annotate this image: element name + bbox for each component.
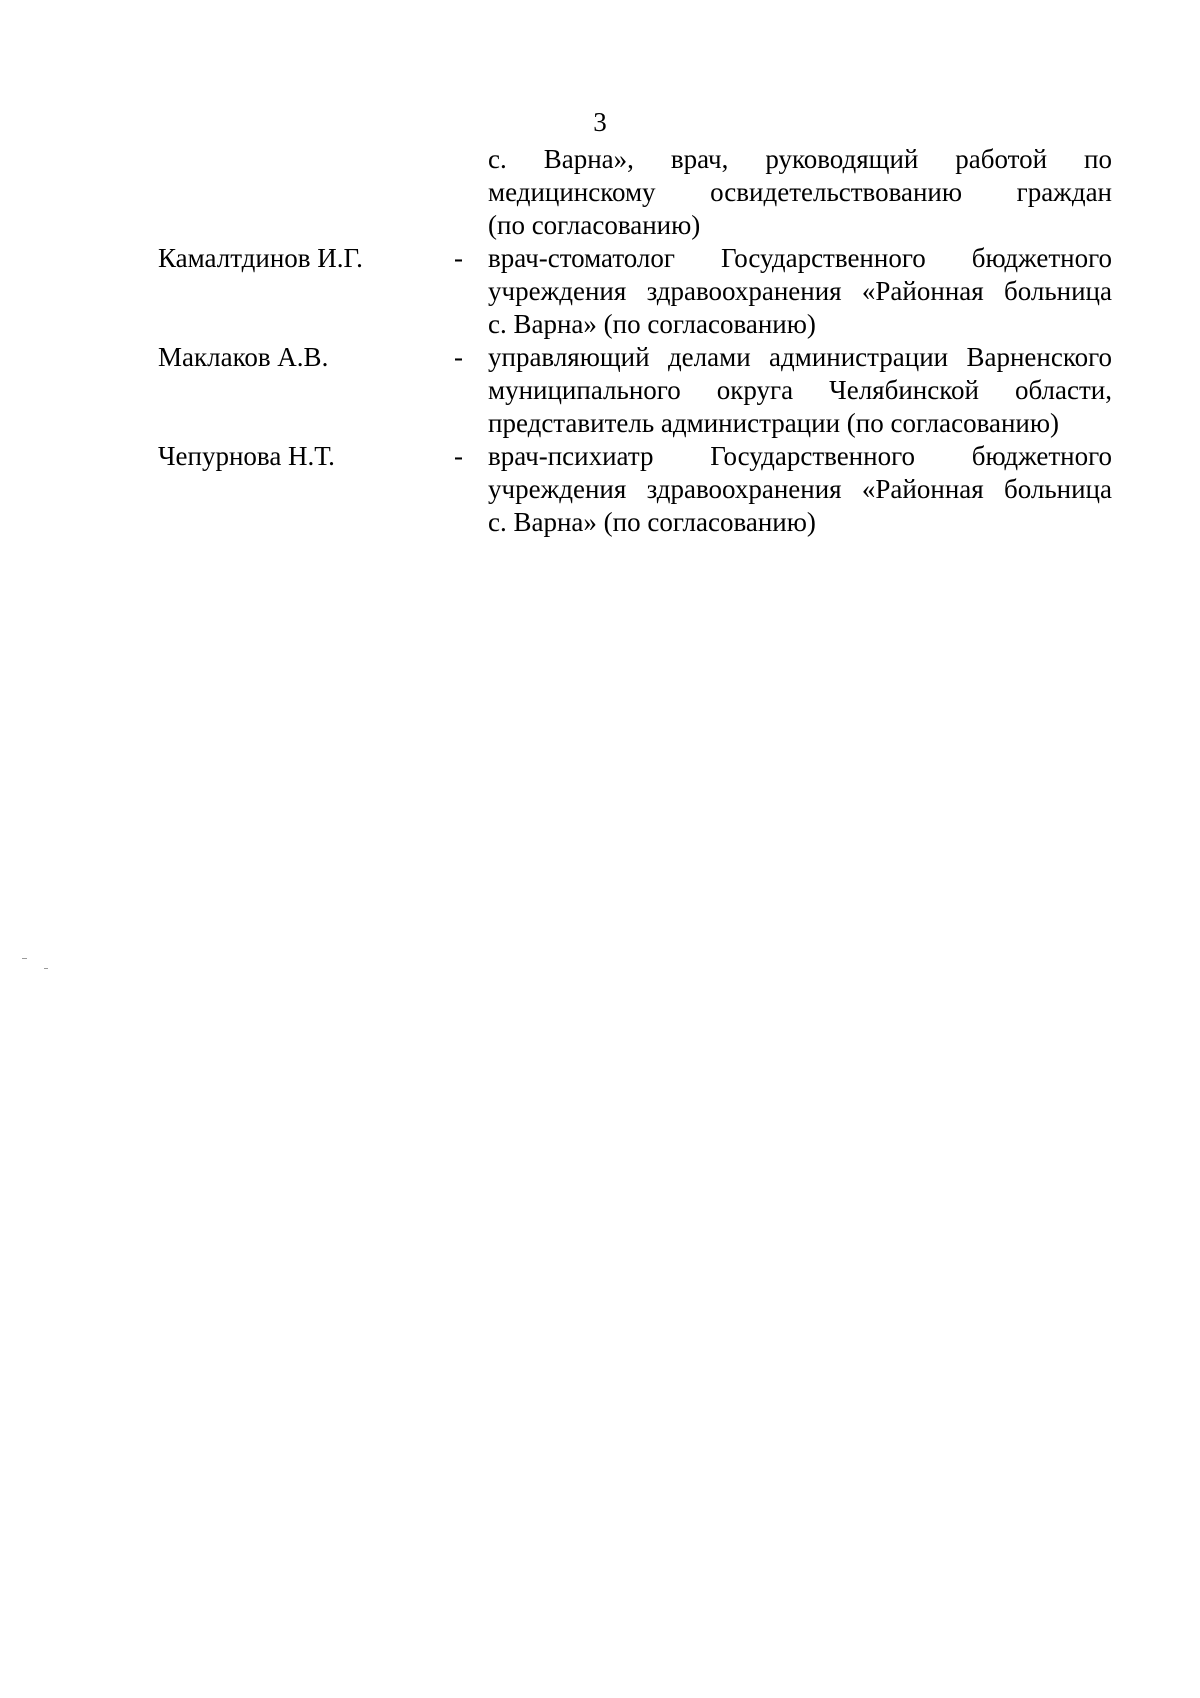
member-dash: -: [454, 342, 463, 372]
continued-description: [488, 143, 1112, 242]
member-name: Чепурнова Н.Т.: [158, 441, 335, 471]
description-line: медицинскому освидетельствованию граждан: [488, 177, 1112, 207]
scan-artifact: [44, 968, 48, 969]
member-description: [488, 242, 1112, 341]
member-description: [488, 341, 1112, 440]
description-line: с. Варна» (по согласованию): [488, 309, 816, 339]
description-line: управляющий делами администрации Варненского: [488, 342, 1112, 372]
member-name: Маклаков А.В.: [158, 342, 329, 372]
description-line: (по согласованию): [488, 210, 701, 240]
description-line: муниципального округа Челябинской области,: [488, 375, 1112, 405]
member-name: Камалтдинов И.Г.: [158, 243, 363, 273]
scan-artifact: [22, 958, 27, 959]
description-line: с. Варна» (по согласованию): [488, 507, 816, 537]
description-line: представитель администрации (по согласованию): [488, 408, 1060, 438]
description-line: врач-психиатр Государственного бюджетного: [488, 441, 1112, 471]
page-number: 3: [593, 107, 607, 137]
member-description: [488, 440, 1112, 539]
member-dash: -: [454, 243, 463, 273]
description-line: с. Варна», врач, руководящий работой по: [488, 144, 1112, 174]
member-dash: -: [454, 441, 463, 471]
description-line: врач-стоматолог Государственного бюджетного: [488, 243, 1112, 273]
description-line: учреждения здравоохранения «Районная больница: [488, 474, 1112, 504]
description-line: учреждения здравоохранения «Районная больница: [488, 276, 1112, 306]
